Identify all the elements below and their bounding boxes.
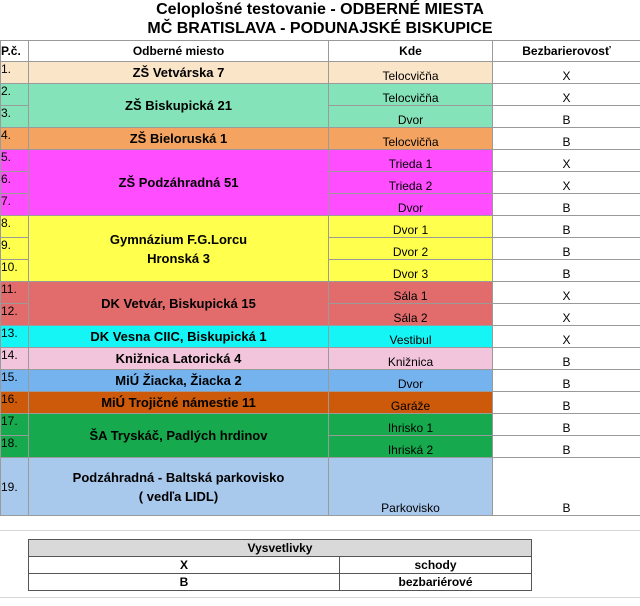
accessibility-value: B (493, 370, 640, 392)
site-location: Dvor (329, 370, 493, 392)
legend-key: X (29, 557, 340, 574)
row-number: 13. (1, 326, 29, 348)
title-line-1: Celoplošné testovanie - ODBERNÉ MIESTA (156, 1, 484, 18)
site-name: MiÚ Trojičné námestie 11 (29, 392, 329, 414)
accessibility-value: B (493, 392, 640, 414)
site-location: Telocvičňa (329, 62, 493, 84)
table-row (1, 370, 640, 392)
accessibility-value: X (493, 150, 640, 172)
legend-key: B (29, 574, 340, 591)
header-place: Odberné miesto (29, 41, 329, 62)
accessibility-value: B (493, 194, 640, 216)
site-name-line-1: Gymnázium F.G.Lorcu (109, 231, 248, 247)
row-number: 4. (1, 128, 29, 150)
site-location: Garáže (329, 392, 493, 414)
site-name (29, 458, 329, 516)
accessibility-value: B (493, 414, 640, 436)
table-row (1, 392, 640, 414)
accessibility-value: X (493, 326, 640, 348)
legend-table (28, 539, 532, 591)
accessibility-value: B (493, 348, 640, 370)
site-location: Dvor 1 (329, 216, 493, 238)
site-location: Dvor (329, 106, 493, 128)
legend-meaning: schody (340, 557, 532, 574)
accessibility-value: B (493, 216, 640, 238)
accessibility-value: B (493, 458, 640, 516)
title-line-2: MČ BRATISLAVA - PODUNAJSKÉ BISKUPICE (147, 20, 493, 37)
accessibility-value: X (493, 282, 640, 304)
legend-header-row (29, 540, 532, 557)
site-name-line-2: ( vedľa LIDL) (138, 488, 219, 504)
header-bez: Bezbarierovosť (493, 41, 640, 62)
site-name-line-2: Hronská 3 (147, 250, 210, 266)
site-location: Trieda 2 (329, 172, 493, 194)
site-name: ZŠ Biskupická 21 (29, 84, 329, 128)
site-location: Knižnica (329, 348, 493, 370)
table-row (1, 128, 640, 150)
table-row (1, 84, 640, 106)
site-name (29, 216, 329, 282)
row-number: 17. (1, 414, 29, 436)
site-location: Telocvičňa (329, 128, 493, 150)
row-number: 2. (1, 84, 29, 106)
accessibility-value: B (493, 238, 640, 260)
header-row (1, 41, 640, 62)
legend-meaning: bezbariérové (340, 574, 532, 591)
site-location: Ihriská 2 (329, 436, 493, 458)
row-number: 15. (1, 370, 29, 392)
table-row (1, 414, 640, 436)
site-name-line-1: Podzáhradná - Baltská parkovisko (72, 469, 285, 485)
row-number: 16. (1, 392, 29, 414)
site-location: Dvor (329, 194, 493, 216)
row-number: 12. (1, 304, 29, 326)
row-number: 19. (1, 458, 29, 516)
site-location: Telocvičňa (329, 84, 493, 106)
site-name: MiÚ Žiacka, Žiacka 2 (29, 370, 329, 392)
legend-row (29, 557, 532, 574)
table-row (1, 62, 640, 84)
site-location: Dvor 3 (329, 260, 493, 282)
row-number: 5. (1, 150, 29, 172)
header-num: P.č. (1, 41, 29, 62)
site-name: DK Vetvár, Biskupická 15 (29, 282, 329, 326)
site-location: Vestibul (329, 326, 493, 348)
site-name: ZŠ Vetvárska 7 (29, 62, 329, 84)
site-location: Parkovisko (329, 458, 493, 516)
accessibility-value: X (493, 84, 640, 106)
table-row (1, 282, 640, 304)
header-kde: Kde (329, 41, 493, 62)
accessibility-value: X (493, 304, 640, 326)
site-location: Sála 1 (329, 282, 493, 304)
row-number: 11. (1, 282, 29, 304)
table-row (1, 326, 640, 348)
spreadsheet-gridline (0, 597, 640, 598)
site-location: Trieda 1 (329, 150, 493, 172)
site-name: ZŠ Bieloruská 1 (29, 128, 329, 150)
site-name: DK Vesna CIIC, Biskupická 1 (29, 326, 329, 348)
row-number: 9. (1, 238, 29, 260)
table-row (1, 216, 640, 238)
testing-sites-table (0, 40, 640, 516)
row-number: 1. (1, 62, 29, 84)
table-row (1, 348, 640, 370)
row-number: 7. (1, 194, 29, 216)
site-location: Sála 2 (329, 304, 493, 326)
accessibility-value: X (493, 172, 640, 194)
row-number: 10. (1, 260, 29, 282)
accessibility-value: B (493, 106, 640, 128)
row-number: 18. (1, 436, 29, 458)
site-location: Ihrisko 1 (329, 414, 493, 436)
site-name: Knižnica Latorická 4 (29, 348, 329, 370)
site-location: Dvor 2 (329, 238, 493, 260)
row-number: 3. (1, 106, 29, 128)
row-number: 6. (1, 172, 29, 194)
accessibility-value: B (493, 260, 640, 282)
site-name: ŠA Tryskáč, Padlých hrdinov (29, 414, 329, 458)
table-row (1, 150, 640, 172)
row-number: 14. (1, 348, 29, 370)
legend-title: Vysvetlivky (29, 540, 532, 557)
legend-row (29, 574, 532, 591)
row-number: 8. (1, 216, 29, 238)
spreadsheet-gridline (0, 530, 640, 531)
site-name: ZŠ Podzáhradná 51 (29, 150, 329, 216)
accessibility-value: B (493, 128, 640, 150)
table-row (1, 458, 640, 516)
accessibility-value: X (493, 62, 640, 84)
accessibility-value: B (493, 436, 640, 458)
